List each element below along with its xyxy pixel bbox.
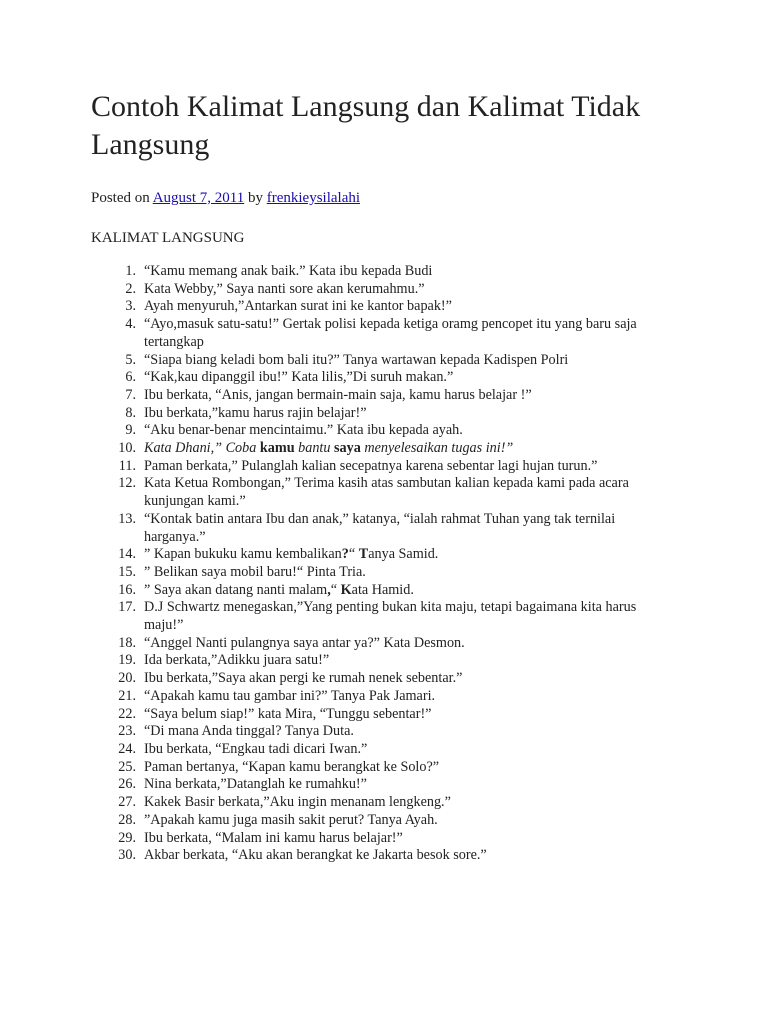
list-item-number: 13. <box>118 510 136 527</box>
list-item-number: 18. <box>118 634 136 651</box>
list-item-number: 5. <box>125 351 136 368</box>
list-item-number: 30. <box>118 847 136 864</box>
list-item-text: Ayah menyuruh,”Antarkan surat ini ke kantor bapak!” <box>144 298 452 315</box>
list-item-text: Ibu berkata, “Malam ini kamu harus belajar!” <box>144 829 403 846</box>
list-item-text-segment: ata Hamid. <box>351 581 414 598</box>
list-item-text: “Anggel Nanti pulangnya saya antar ya?” Kata Desmon. <box>144 634 465 651</box>
list-item <box>91 352 691 370</box>
list-item <box>91 776 691 794</box>
list-item-text: Kakek Basir berkata,”Aku ingin menanam lengkeng.” <box>144 794 451 811</box>
list-item-number: 15. <box>118 563 136 580</box>
list-item <box>91 741 691 759</box>
list-item-text: “Siapa biang keladi bom bali itu?” Tanya wartawan kepada Kadispen Polri <box>144 351 569 368</box>
list-item <box>91 847 691 865</box>
list-item <box>91 582 691 600</box>
list-item-text: Ibu berkata,”kamu harus rajin belajar!” <box>144 404 367 421</box>
post-title: Contoh Kalimat Langsung dan Kalimat Tidak Langsung <box>91 90 641 161</box>
list-item-number: 24. <box>118 740 136 757</box>
list-item <box>91 511 691 546</box>
list-item-number: 9. <box>125 422 136 439</box>
list-item-number: 16. <box>118 581 136 598</box>
list-item-text-segment: T <box>358 546 369 563</box>
list-item-text-segment: Kata Dhani,” Coba <box>144 440 260 457</box>
list-item-number: 6. <box>125 369 136 386</box>
list-item <box>91 422 691 440</box>
list-item <box>91 263 691 281</box>
list-item-number: 3. <box>125 298 136 315</box>
list-item-number: 12. <box>118 475 136 492</box>
list-item-number: 19. <box>118 652 136 669</box>
list-item-text-segment: ? <box>341 546 349 563</box>
list-item-text-segment: kamu <box>259 440 295 457</box>
list-item <box>91 812 691 830</box>
list-item-number: 21. <box>118 687 136 704</box>
sentence-list <box>91 263 691 865</box>
list-item-text: ” Belikan saya mobil baru!“ Pinta Tria. <box>144 563 366 580</box>
post-date-link[interactable]: August 7, 2011 <box>152 190 245 206</box>
list-item <box>91 475 691 510</box>
list-item-number: 20. <box>118 670 136 687</box>
list-item-number: 27. <box>118 794 136 811</box>
list-item-text: D.J Schwartz menegaskan,”Yang penting bukan kita maju, tetapi bagaimana kita harus maju!” <box>144 599 637 634</box>
list-item-text: Ibu berkata, “Engkau tadi dicari Iwan.” <box>144 740 368 757</box>
list-item-text-segment: bantu <box>294 440 335 457</box>
list-item <box>91 316 691 351</box>
list-item <box>91 688 691 706</box>
list-item-number: 26. <box>118 776 136 793</box>
list-item-text: Kata Ketua Rombongan,” Terima kasih atas sambutan kalian kepada kami pada acara kunjungan kami.” <box>144 475 629 510</box>
list-item <box>91 564 691 582</box>
list-item <box>91 281 691 299</box>
list-item-number: 23. <box>118 723 136 740</box>
list-item-text-segment: ” Saya akan datang nanti malam <box>144 581 328 598</box>
list-item <box>91 706 691 724</box>
list-item <box>91 652 691 670</box>
list-item-number: 4. <box>125 316 136 333</box>
list-item-number: 28. <box>118 811 136 828</box>
list-item <box>91 298 691 316</box>
list-item-text: “Kamu memang anak baik.” Kata ibu kepada Budi <box>144 263 433 279</box>
list-item-text <box>136 440 674 458</box>
list-item-text <box>136 582 674 600</box>
list-item-number: 14. <box>118 546 136 563</box>
list-item-text: “Ayo,masuk satu-satu!” Gertak polisi kepada ketiga oramg pencopet itu yang baru saja tertangkap <box>144 316 637 350</box>
list-item-text-segment: K <box>340 581 352 598</box>
list-item <box>91 723 691 741</box>
list-item-number: 2. <box>125 280 136 297</box>
list-item-text: Paman bertanya, “Kapan kamu berangkat ke Solo?” <box>144 758 440 775</box>
post-meta <box>91 188 691 208</box>
list-item-text: Nina berkata,”Datanglah ke rumahku!” <box>144 776 367 793</box>
list-item-text: “Aku benar-benar mencintaimu.” Kata ibu kepada ayah. <box>144 422 463 439</box>
list-item <box>91 387 691 405</box>
article <box>91 88 691 865</box>
list-item <box>91 830 691 848</box>
list-item-text-segment: saya <box>334 440 361 457</box>
list-item <box>91 635 691 653</box>
list-item-text: Ibu berkata,”Saya akan pergi ke rumah nenek sebentar.” <box>144 670 463 687</box>
list-item-text-segment: anya Samid. <box>368 546 439 563</box>
list-item-text-segment: , <box>327 581 331 598</box>
list-item-number: 25. <box>118 758 136 775</box>
list-item <box>91 794 691 812</box>
list-item-text: Ibu berkata, “Anis, jangan bermain-main saja, kamu harus belajar !” <box>144 386 532 403</box>
list-item-number: 22. <box>118 705 136 722</box>
list-item-text: Paman berkata,” Pulanglah kalian secepatnya karena sebentar lagi hujan turun.” <box>144 457 598 474</box>
list-item-text-segment: menyelesaikan tugas ini!” <box>360 440 514 457</box>
posted-on-label: Posted on <box>91 190 150 206</box>
list-item-text: “Apakah kamu tau gambar ini?” Tanya Pak Jamari. <box>144 687 436 704</box>
by-label: by <box>247 190 263 206</box>
list-item <box>91 546 691 564</box>
list-item-number: 1. <box>125 263 136 279</box>
author-link[interactable]: frenkieysilalahi <box>266 190 361 206</box>
list-item-text-segment: “ <box>330 581 341 598</box>
list-item-number: 17. <box>118 599 136 616</box>
list-item <box>91 759 691 777</box>
list-item <box>91 369 691 387</box>
list-item-text: Ida berkata,”Adikku juara satu!” <box>144 652 330 669</box>
list-item-text-segment: ” Kapan bukuku kamu kembalikan <box>144 546 342 563</box>
list-item <box>91 440 691 458</box>
list-item <box>91 599 691 634</box>
list-item-text: “Saya belum siap!” kata Mira, “Tunggu sebentar!” <box>144 705 432 722</box>
list-item-number: 11. <box>118 457 136 474</box>
list-item-number: 7. <box>125 386 136 403</box>
list-item <box>91 458 691 476</box>
list-item-text: Kata Webby,” Saya nanti sore akan kerumahmu.” <box>144 280 425 297</box>
list-item-number: 10. <box>118 440 136 457</box>
list-item-number: 29. <box>118 829 136 846</box>
list-item <box>91 405 691 423</box>
section-heading: KALIMAT LANGSUNG <box>91 230 245 246</box>
list-item-number: 8. <box>125 404 136 421</box>
list-item-text-segment: “ <box>348 546 359 563</box>
list-item-text: “Di mana Anda tinggal? Tanya Duta. <box>144 723 354 740</box>
list-item-text: “Kontak batin antara Ibu dan anak,” katanya, “ialah rahmat Tuhan yang tak ternilai harganya.” <box>144 510 616 545</box>
list-item-text: ”Apakah kamu juga masih sakit perut? Tanya Ayah. <box>144 811 438 828</box>
list-item-text: Akbar berkata, “Aku akan berangkat ke Jakarta besok sore.” <box>144 847 487 864</box>
list-item <box>91 670 691 688</box>
list-item-text <box>136 546 674 564</box>
list-item-text: “Kak,kau dipanggil ibu!” Kata lilis,”Di suruh makan.” <box>144 369 454 386</box>
